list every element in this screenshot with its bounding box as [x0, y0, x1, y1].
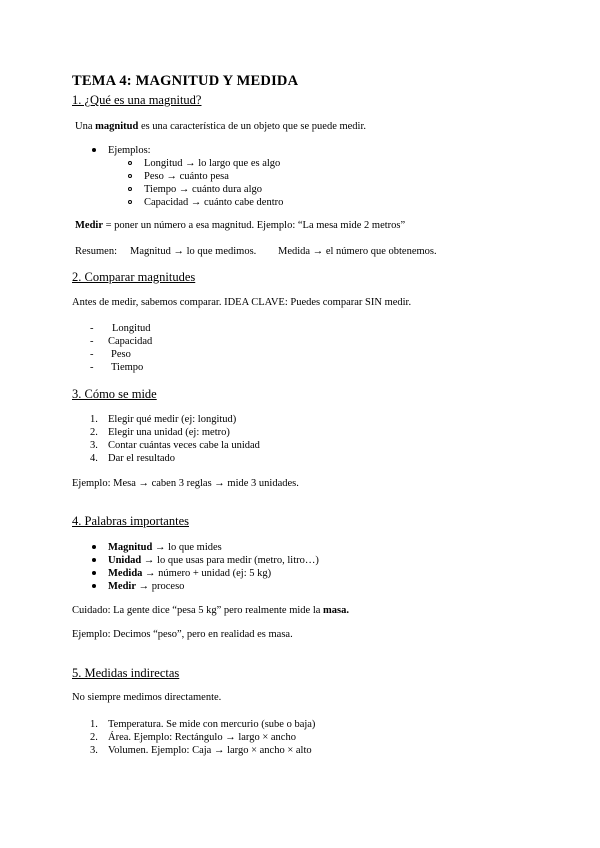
circle-bullet-icon: [128, 200, 132, 204]
circle-bullet-icon: [128, 161, 132, 165]
dash-icon: -: [90, 323, 94, 334]
step-number: 3.: [90, 745, 98, 756]
indirect-item: Volumen. Ejemplo: Caja → largo × ancho × alto: [108, 745, 312, 756]
section-3-heading: 3. Cómo se mide: [72, 387, 157, 401]
section-4-heading: 4. Palabras importantes: [72, 514, 189, 528]
indirect-item: Temperatura. Se mide con mercurio (sube o baja): [108, 719, 316, 730]
resumen-label: Resumen:: [75, 246, 117, 257]
ejemplo-item: Peso → cuánto pesa: [144, 171, 229, 182]
step-item: Elegir qué medir (ej: longitud): [108, 414, 237, 425]
medir-definition: Medir = poner un número a esa magnitud. Ejemplo: “La mesa mide 2 metros”: [75, 220, 406, 231]
step-number: 3.: [90, 440, 98, 451]
section-5-heading: 5. Medidas indirectas: [72, 666, 180, 680]
magnitude-list-item: Tiempo: [111, 362, 144, 373]
keyword-item: Medir → proceso: [108, 581, 185, 592]
keyword-item: Unidad → lo que usas para medir (metro, litro…): [108, 555, 319, 566]
ejemplo-item: Tiempo → cuánto dura algo: [144, 184, 263, 195]
comparar-text: Antes de medir, sabemos comparar. IDEA CLAVE: Puedes comparar SIN medir.: [72, 297, 412, 308]
step-number: 1.: [90, 414, 98, 425]
peso-masa-ejemplo: Ejemplo: Decimos “peso”, pero en realidad es masa.: [72, 629, 293, 640]
step-number: 2.: [90, 427, 98, 438]
bullet-icon: [92, 545, 96, 549]
keyword-item: Medida → número + unidad (ej: 5 kg): [108, 568, 272, 579]
bullet-icon: [92, 558, 96, 562]
keyword-item: Magnitud → lo que mides: [108, 542, 222, 553]
section-1-heading: 1. ¿Qué es una magnitud?: [72, 93, 202, 107]
indirectas-text: No siempre medimos directamente.: [72, 692, 222, 703]
step-number: 2.: [90, 732, 98, 743]
resumen-medida: Medida → el número que obtenemos.: [278, 246, 437, 257]
bullet-icon: [92, 584, 96, 588]
step-item: Dar el resultado: [108, 453, 176, 464]
bullet-icon: [92, 571, 96, 575]
magnitude-list-item: Capacidad: [108, 336, 153, 347]
ejemplos-label: Ejemplos:: [108, 145, 151, 156]
dash-icon: -: [90, 349, 94, 360]
step-item: Elegir una unidad (ej: metro): [108, 427, 230, 438]
document-title: TEMA 4: MAGNITUD Y MEDIDA: [72, 73, 299, 89]
resumen-magnitud: Magnitud → lo que medimos.: [130, 246, 257, 257]
dash-icon: -: [90, 362, 94, 373]
magnitud-definition: Una magnitud es una característica de un objeto que se puede medir.: [75, 121, 367, 132]
ejemplo-item: Capacidad → cuánto cabe dentro: [144, 197, 284, 208]
indirect-item: Área. Ejemplo: Rectángulo → largo × ancho: [108, 732, 296, 743]
step-item: Contar cuántas veces cabe la unidad: [108, 440, 260, 451]
step-number: 1.: [90, 719, 98, 730]
dash-icon: -: [90, 336, 94, 347]
section-2-heading: 2. Comparar magnitudes: [72, 270, 196, 284]
magnitude-list-item: Peso: [111, 349, 131, 360]
step-number: 4.: [90, 453, 98, 464]
circle-bullet-icon: [128, 187, 132, 191]
medir-ejemplo: Ejemplo: Mesa → caben 3 reglas → mide 3 unidades.: [72, 478, 299, 489]
magnitude-list-item: Longitud: [112, 323, 151, 334]
bullet-icon: [92, 148, 96, 152]
circle-bullet-icon: [128, 174, 132, 178]
cuidado-note: Cuidado: La gente dice “pesa 5 kg” pero realmente mide la masa.: [72, 605, 349, 616]
ejemplo-item: Longitud → lo largo que es algo: [144, 158, 281, 169]
